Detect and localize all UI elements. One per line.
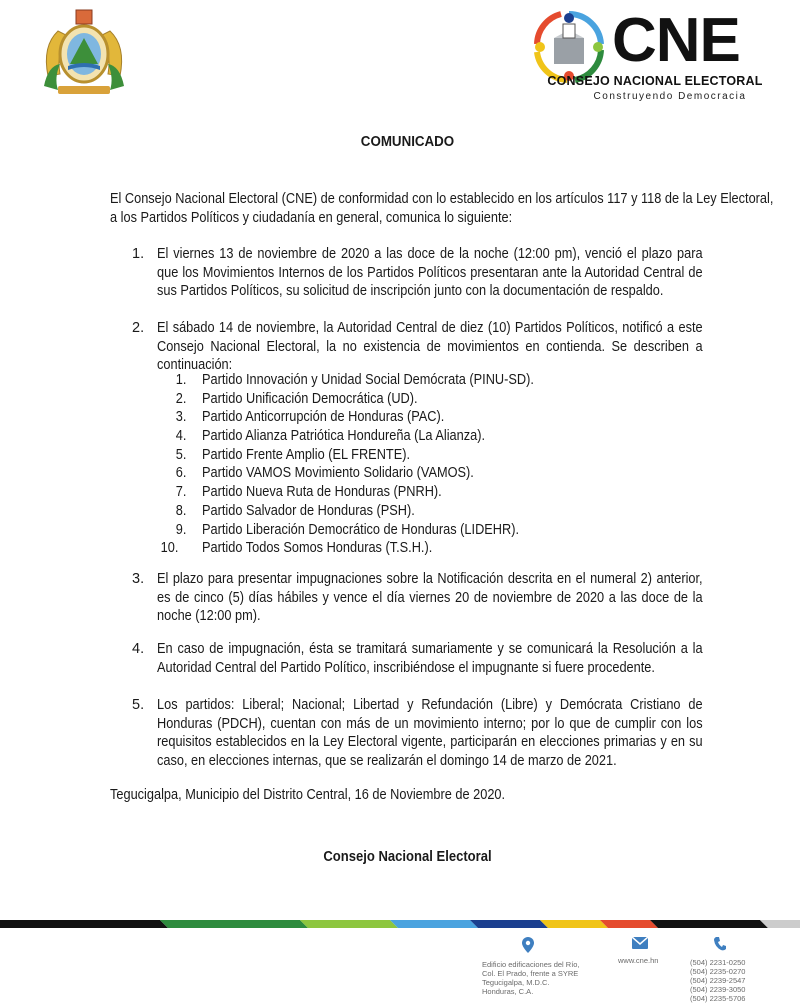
phone-number: (504) 2235-5706: [690, 994, 746, 1003]
party-name: Partido Nueva Ruta de Honduras (PNRH).: [202, 484, 442, 501]
coat-of-arms-logo: [38, 6, 130, 100]
party-name: Partido Anticorrupción de Honduras (PAC).: [202, 409, 445, 426]
item-number: 4.: [132, 641, 145, 657]
address-line: Edificio edificaciones del Río,: [482, 960, 580, 969]
address-line: Col. El Prado, frente a SYRE: [482, 969, 579, 978]
item-text: El viernes 13 de noviembre de 2020 a las doce de la noche (12:00 pm), venció el plazo para que los Movimientos Internos de los Partidos Políticos presentaran ante la Autoridad Central de sus Partidos Políticos, su solicitud de inscripción junto con la documentación de respaldo.: [157, 246, 703, 299]
document-title: COMUNICADO: [360, 134, 455, 150]
location-pin-icon: [522, 937, 602, 955]
party-number: 2.: [175, 390, 187, 407]
stripe-segment: [0, 920, 168, 928]
footer-address: [482, 937, 602, 996]
item-number: 1.: [132, 246, 145, 262]
party-name: Partido VAMOS Movimiento Solidario (VAMOS).: [202, 465, 474, 482]
stripe-segment: [470, 920, 548, 928]
party-number: 5.: [175, 446, 187, 463]
party-row: [160, 502, 560, 521]
party-row: [160, 371, 560, 390]
party-row: [160, 483, 560, 502]
parties-list: [160, 371, 560, 558]
cne-motto: Construyendo Democracia: [593, 91, 747, 102]
phone-number: (504) 2239-3050: [690, 985, 746, 994]
place-date: [110, 786, 610, 805]
address-line: Tegucigalpa, M.D.C.: [482, 978, 550, 987]
party-number: 8.: [175, 502, 187, 519]
stripe-segment: [390, 920, 478, 928]
item-number: 5.: [132, 697, 145, 713]
party-name: Partido Innovación y Unidad Social Demócrata (PINU-SD).: [202, 372, 534, 388]
footer-web: [618, 937, 688, 965]
stripe-segment: [650, 920, 768, 928]
email-icon: [632, 937, 688, 951]
item-number: 3.: [132, 571, 145, 587]
footer-phones: [690, 937, 790, 1003]
stripe-segment: [600, 920, 658, 928]
party-row: [160, 446, 560, 465]
intro-paragraph: [110, 190, 783, 227]
party-row: [160, 408, 560, 427]
stripe-segment: [300, 920, 398, 928]
party-number: 10.: [160, 540, 179, 557]
phone-icon: [714, 937, 790, 953]
party-row: [160, 521, 560, 540]
intro-text: El Consejo Nacional Electoral (CNE) de conformidad con lo establecido en los artículos 117 y 118 de la Ley Electoral, a los Partidos Políticos y ciudadanía en general, comunica lo siguiente:: [110, 191, 774, 226]
color-stripe-divider: [0, 918, 800, 928]
phone-number: (504) 2235-0270: [690, 967, 746, 976]
party-name: Partido Unificación Democrática (UD).: [202, 390, 418, 407]
cne-logo: [530, 8, 780, 103]
item-text: El plazo para presentar impugnaciones sobre la Notificación descrita en el numeral 2) anterior, es de cinco (5) días hábiles y vence el día viernes 20 de noviembre de 2020 a las doce de la noche (12:00 pm).: [157, 571, 703, 624]
party-number: 3.: [175, 409, 187, 426]
item-number: 2.: [132, 320, 145, 336]
item-text: El sábado 14 de noviembre, la Autoridad Central de diez (10) Partidos Políticos, notificó a este Consejo Nacional Electoral, la no existencia de movimientos en contienda. Se describen a continuación:: [157, 320, 703, 373]
item-text: En caso de impugnación, ésta se tramitará sumariamente y se comunicará la Resolución a la Autoridad Central del Partido Político, inscribiéndose el impugnante si fuere procedente.: [157, 641, 703, 676]
place-date-text: Tegucigalpa, Municipio del Distrito Central, 16 de Noviembre de 2020.: [110, 787, 506, 803]
party-number: 7.: [175, 484, 187, 501]
cne-full-name: CONSEJO NACIONAL ELECTORAL: [547, 74, 763, 88]
party-number: 1.: [175, 372, 187, 388]
cne-acronym: CNE: [612, 6, 740, 75]
phone-number: (504) 2231-0250: [690, 958, 746, 967]
party-name: Partido Salvador de Honduras (PSH).: [202, 502, 415, 519]
party-name: Partido Todos Somos Honduras (T.S.H.).: [202, 540, 433, 557]
phone-number: (504) 2239-2547: [690, 976, 746, 985]
party-row: [160, 539, 560, 558]
website-link[interactable]: www.cne.hn: [618, 956, 659, 965]
item-text: Los partidos: Liberal; Nacional; Libertad y Refundación (Libre) y Demócrata Cristiano de Honduras (PDCH), cuentan con más de un movimiento interno; por lo que de cumplir con los requisitos establecidos en la Ley Electoral vigente, participarán en elecciones primarias y en su caso, en elecciones internas, que se realizarán el domingo 14 de marzo de 2021.: [157, 697, 703, 769]
party-row: [160, 427, 560, 446]
address-line: Honduras, C.A.: [482, 987, 534, 996]
party-row: [160, 390, 560, 409]
party-row: [160, 464, 560, 483]
party-name: Partido Frente Amplio (EL FRENTE).: [202, 446, 411, 463]
party-name: Partido Alianza Patriótica Hondureña (La Alianza).: [202, 428, 486, 445]
stripe-segment: [160, 920, 308, 928]
party-number: 6.: [175, 465, 187, 482]
party-name: Partido Liberación Democrático de Honduras (LIDEHR).: [202, 521, 520, 538]
party-number: 4.: [175, 428, 187, 445]
party-number: 9.: [175, 521, 187, 538]
stripe-segment: [540, 920, 608, 928]
signature: Consejo Nacional Electoral: [323, 849, 492, 865]
